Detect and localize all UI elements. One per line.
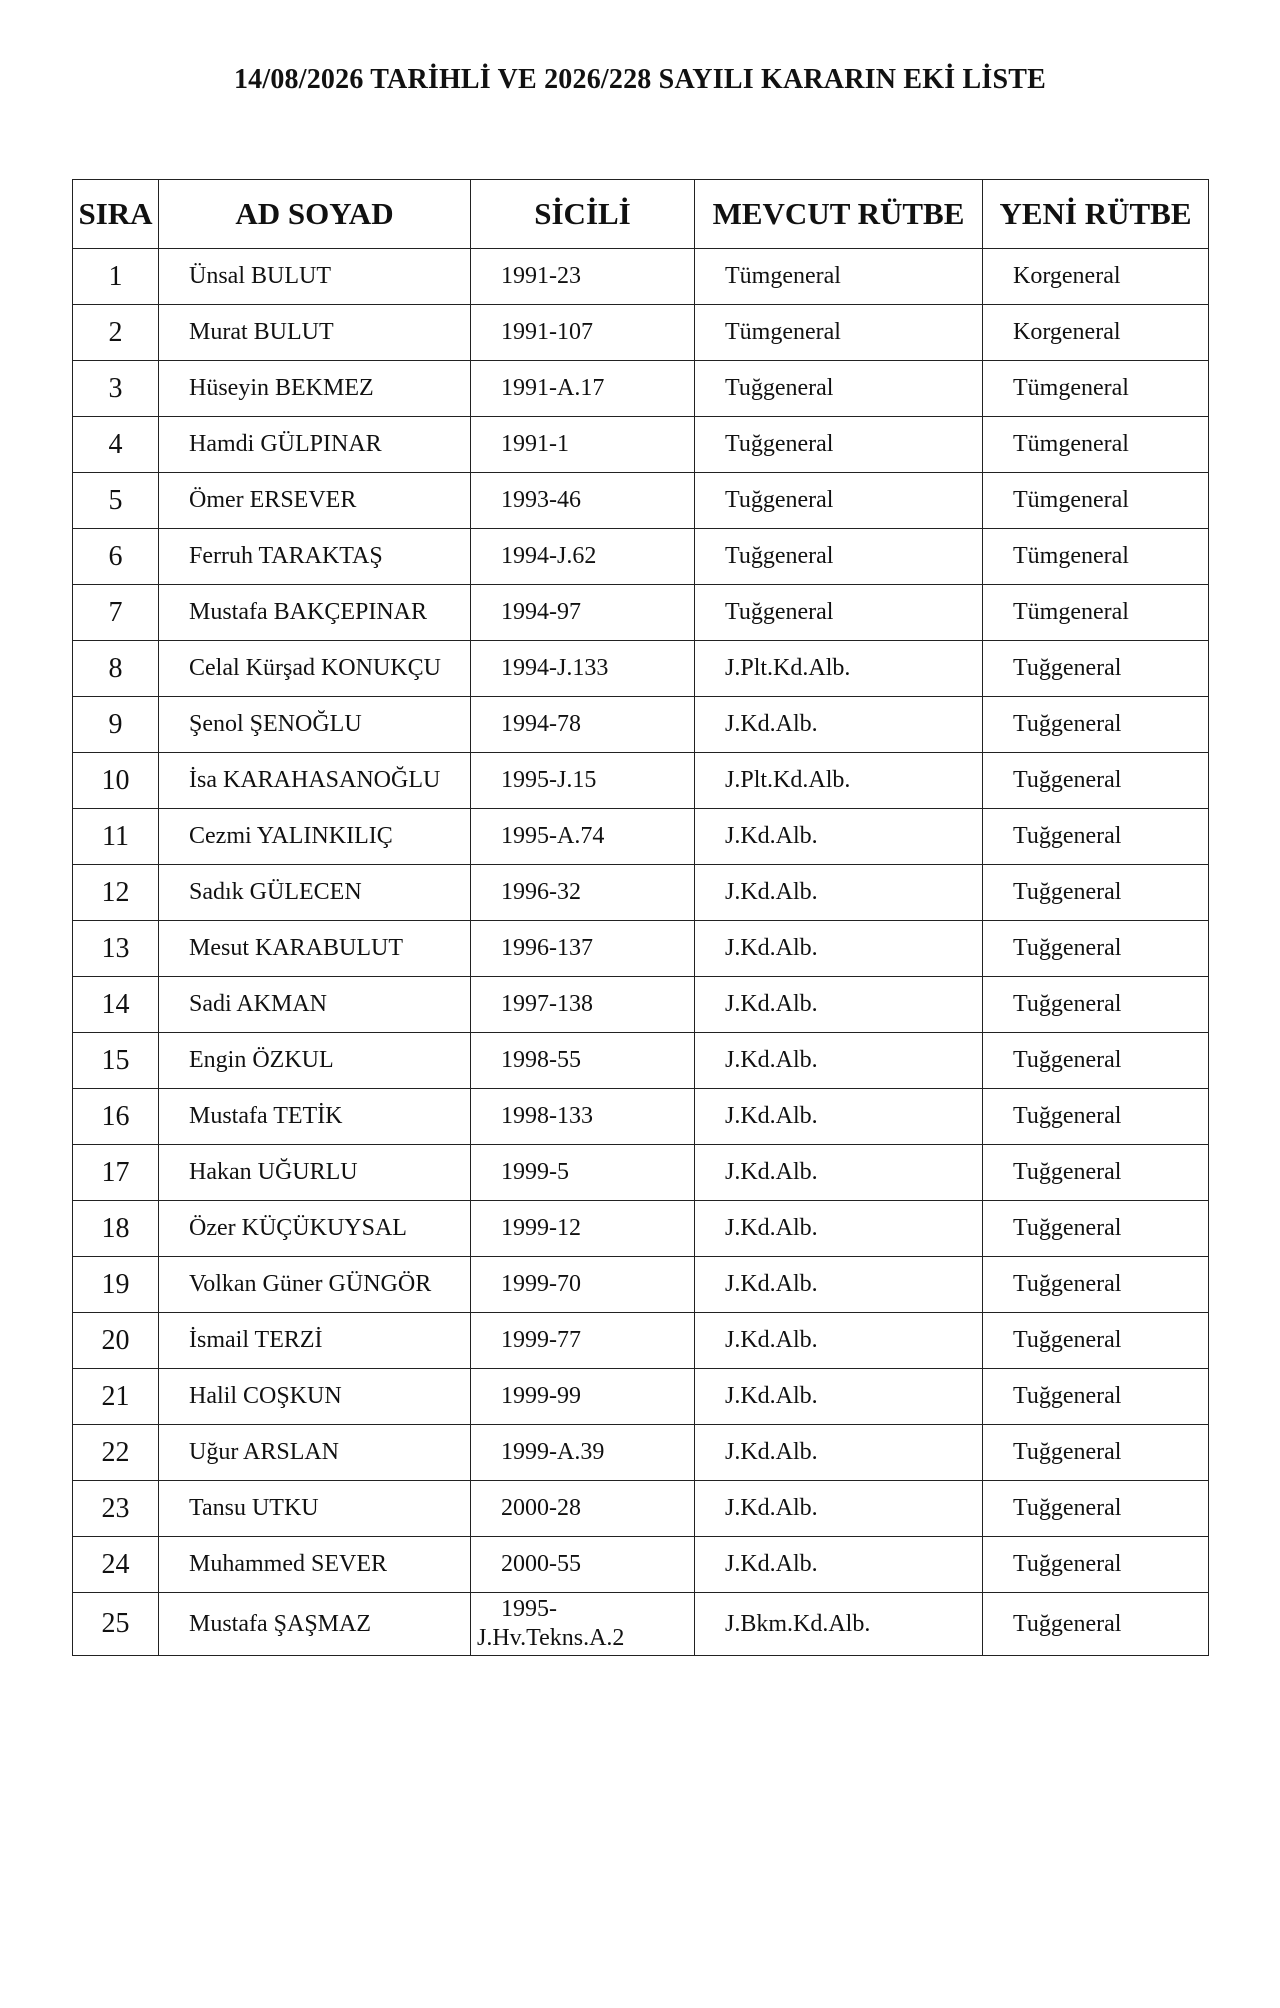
table-row bbox=[73, 417, 1209, 473]
cell-yeni-rutbe: Tuğgeneral bbox=[983, 921, 1209, 977]
cell-sicil: 1999-77 bbox=[471, 1313, 695, 1369]
cell-sicil: 1994-97 bbox=[471, 585, 695, 641]
cell-ad-soyad: Sadık GÜLECEN bbox=[159, 865, 471, 921]
cell-sicil: 1998-133 bbox=[471, 1089, 695, 1145]
table-row bbox=[73, 585, 1209, 641]
cell-yeni-rutbe: Tuğgeneral bbox=[983, 1369, 1209, 1425]
cell-sicil: 2000-55 bbox=[471, 1537, 695, 1593]
table-row bbox=[73, 1145, 1209, 1201]
cell-yeni-rutbe: Tuğgeneral bbox=[983, 1089, 1209, 1145]
sicil-line-2: J.Hv.Tekns.A.2 bbox=[477, 1625, 625, 1651]
table-row bbox=[73, 1537, 1209, 1593]
cell-ad-soyad: Hakan UĞURLU bbox=[159, 1145, 471, 1201]
cell-ad-soyad: Volkan Güner GÜNGÖR bbox=[159, 1257, 471, 1313]
cell-ad-soyad: Mesut KARABULUT bbox=[159, 921, 471, 977]
cell-yeni-rutbe: Tuğgeneral bbox=[983, 865, 1209, 921]
cell-sira: 7 bbox=[73, 585, 159, 641]
table-row bbox=[73, 921, 1209, 977]
sicil-line-1: 1995- bbox=[501, 1596, 557, 1622]
table-row bbox=[73, 1257, 1209, 1313]
cell-mevcut-rutbe: J.Kd.Alb. bbox=[695, 921, 983, 977]
cell-yeni-rutbe: Tuğgeneral bbox=[983, 1201, 1209, 1257]
cell-sicil: 1997-138 bbox=[471, 977, 695, 1033]
cell-mevcut-rutbe: J.Kd.Alb. bbox=[695, 1313, 983, 1369]
cell-ad-soyad: Muhammed SEVER bbox=[159, 1537, 471, 1593]
cell-yeni-rutbe: Tuğgeneral bbox=[983, 1257, 1209, 1313]
cell-ad-soyad: Sadi AKMAN bbox=[159, 977, 471, 1033]
cell-sira: 12 bbox=[73, 865, 159, 921]
cell-yeni-rutbe: Tuğgeneral bbox=[983, 753, 1209, 809]
cell-sicil: 1991-23 bbox=[471, 249, 695, 305]
header-yeni-rutbe: YENİ RÜTBE bbox=[983, 180, 1209, 249]
cell-yeni-rutbe: Tuğgeneral bbox=[983, 1593, 1209, 1656]
cell-sicil: 1994-J.133 bbox=[471, 641, 695, 697]
cell-yeni-rutbe: Tümgeneral bbox=[983, 473, 1209, 529]
cell-mevcut-rutbe: J.Kd.Alb. bbox=[695, 1089, 983, 1145]
cell-yeni-rutbe: Tuğgeneral bbox=[983, 1537, 1209, 1593]
cell-sira: 16 bbox=[73, 1089, 159, 1145]
cell-sicil bbox=[471, 1593, 695, 1656]
cell-yeni-rutbe: Tuğgeneral bbox=[983, 1145, 1209, 1201]
cell-ad-soyad: Halil COŞKUN bbox=[159, 1369, 471, 1425]
cell-sira: 9 bbox=[73, 697, 159, 753]
header-mevcut-rutbe: MEVCUT RÜTBE bbox=[695, 180, 983, 249]
cell-sira: 22 bbox=[73, 1425, 159, 1481]
cell-mevcut-rutbe: Tuğgeneral bbox=[695, 361, 983, 417]
table-row bbox=[73, 697, 1209, 753]
cell-ad-soyad: Engin ÖZKUL bbox=[159, 1033, 471, 1089]
cell-ad-soyad: İsa KARAHASANOĞLU bbox=[159, 753, 471, 809]
cell-yeni-rutbe: Tuğgeneral bbox=[983, 809, 1209, 865]
table-row bbox=[73, 977, 1209, 1033]
cell-sicil: 1995-A.74 bbox=[471, 809, 695, 865]
table-row bbox=[73, 305, 1209, 361]
cell-sicil: 1994-J.62 bbox=[471, 529, 695, 585]
cell-mevcut-rutbe: J.Kd.Alb. bbox=[695, 1145, 983, 1201]
cell-yeni-rutbe: Tümgeneral bbox=[983, 585, 1209, 641]
cell-mevcut-rutbe: Tuğgeneral bbox=[695, 417, 983, 473]
table-body bbox=[73, 249, 1209, 1656]
cell-sicil: 1991-1 bbox=[471, 417, 695, 473]
cell-sicil: 1999-70 bbox=[471, 1257, 695, 1313]
cell-sicil: 1999-A.39 bbox=[471, 1425, 695, 1481]
table-row bbox=[73, 361, 1209, 417]
cell-mevcut-rutbe: Tuğgeneral bbox=[695, 529, 983, 585]
table-row bbox=[73, 529, 1209, 585]
cell-ad-soyad: İsmail TERZİ bbox=[159, 1313, 471, 1369]
cell-sira: 15 bbox=[73, 1033, 159, 1089]
cell-yeni-rutbe: Tümgeneral bbox=[983, 529, 1209, 585]
cell-sicil: 2000-28 bbox=[471, 1481, 695, 1537]
table-row bbox=[73, 1425, 1209, 1481]
cell-mevcut-rutbe: J.Bkm.Kd.Alb. bbox=[695, 1593, 983, 1656]
cell-ad-soyad: Celal Kürşad KONUKÇU bbox=[159, 641, 471, 697]
cell-ad-soyad: Uğur ARSLAN bbox=[159, 1425, 471, 1481]
cell-sira: 13 bbox=[73, 921, 159, 977]
cell-ad-soyad: Mustafa BAKÇEPINAR bbox=[159, 585, 471, 641]
cell-sicil: 1991-A.17 bbox=[471, 361, 695, 417]
cell-ad-soyad: Özer KÜÇÜKUYSAL bbox=[159, 1201, 471, 1257]
table-row bbox=[73, 1089, 1209, 1145]
cell-mevcut-rutbe: Tümgeneral bbox=[695, 249, 983, 305]
cell-sira: 24 bbox=[73, 1537, 159, 1593]
cell-mevcut-rutbe: J.Kd.Alb. bbox=[695, 809, 983, 865]
cell-sicil: 1991-107 bbox=[471, 305, 695, 361]
cell-sira: 8 bbox=[73, 641, 159, 697]
header-ad-soyad: AD SOYAD bbox=[159, 180, 471, 249]
cell-sira: 10 bbox=[73, 753, 159, 809]
cell-sira: 6 bbox=[73, 529, 159, 585]
page-title: 14/08/2026 TARİHLİ VE 2026/228 SAYILI KARARIN EKİ LİSTE bbox=[233, 64, 1047, 95]
table-row bbox=[73, 809, 1209, 865]
cell-ad-soyad: Tansu UTKU bbox=[159, 1481, 471, 1537]
table-row bbox=[73, 1313, 1209, 1369]
cell-sira: 5 bbox=[73, 473, 159, 529]
cell-mevcut-rutbe: Tümgeneral bbox=[695, 305, 983, 361]
cell-mevcut-rutbe: J.Kd.Alb. bbox=[695, 1033, 983, 1089]
table-row bbox=[73, 1201, 1209, 1257]
cell-sira: 4 bbox=[73, 417, 159, 473]
cell-sicil: 1996-32 bbox=[471, 865, 695, 921]
header-sira: SIRA bbox=[73, 180, 159, 249]
cell-ad-soyad: Hüseyin BEKMEZ bbox=[159, 361, 471, 417]
header-sicili: SİCİLİ bbox=[471, 180, 695, 249]
cell-sicil: 1995-J.15 bbox=[471, 753, 695, 809]
cell-sira: 25 bbox=[73, 1593, 159, 1656]
cell-sira: 14 bbox=[73, 977, 159, 1033]
table-row bbox=[73, 1593, 1209, 1656]
table-row bbox=[73, 1481, 1209, 1537]
cell-yeni-rutbe: Tuğgeneral bbox=[983, 977, 1209, 1033]
cell-sira: 11 bbox=[73, 809, 159, 865]
cell-yeni-rutbe: Tuğgeneral bbox=[983, 1425, 1209, 1481]
table-header-row bbox=[73, 180, 1209, 249]
cell-yeni-rutbe: Tuğgeneral bbox=[983, 1313, 1209, 1369]
cell-yeni-rutbe: Tuğgeneral bbox=[983, 697, 1209, 753]
cell-ad-soyad: Murat BULUT bbox=[159, 305, 471, 361]
cell-sicil: 1999-5 bbox=[471, 1145, 695, 1201]
cell-mevcut-rutbe: J.Plt.Kd.Alb. bbox=[695, 641, 983, 697]
cell-ad-soyad: Ferruh TARAKTAŞ bbox=[159, 529, 471, 585]
cell-sicil: 1999-99 bbox=[471, 1369, 695, 1425]
cell-mevcut-rutbe: Tuğgeneral bbox=[695, 473, 983, 529]
sicil-two-line bbox=[471, 1595, 694, 1653]
cell-sira: 17 bbox=[73, 1145, 159, 1201]
cell-sicil: 1999-12 bbox=[471, 1201, 695, 1257]
cell-ad-soyad: Şenol ŞENOĞLU bbox=[159, 697, 471, 753]
table-row bbox=[73, 865, 1209, 921]
table-row bbox=[73, 473, 1209, 529]
table-row bbox=[73, 249, 1209, 305]
cell-ad-soyad: Mustafa ŞAŞMAZ bbox=[159, 1593, 471, 1656]
table-row bbox=[73, 1369, 1209, 1425]
table-row bbox=[73, 1033, 1209, 1089]
cell-sira: 2 bbox=[73, 305, 159, 361]
cell-ad-soyad: Hamdi GÜLPINAR bbox=[159, 417, 471, 473]
cell-sira: 21 bbox=[73, 1369, 159, 1425]
cell-mevcut-rutbe: J.Kd.Alb. bbox=[695, 1481, 983, 1537]
cell-mevcut-rutbe: J.Plt.Kd.Alb. bbox=[695, 753, 983, 809]
cell-mevcut-rutbe: J.Kd.Alb. bbox=[695, 697, 983, 753]
cell-mevcut-rutbe: J.Kd.Alb. bbox=[695, 1537, 983, 1593]
cell-sira: 20 bbox=[73, 1313, 159, 1369]
cell-sira: 19 bbox=[73, 1257, 159, 1313]
cell-mevcut-rutbe: Tuğgeneral bbox=[695, 585, 983, 641]
cell-yeni-rutbe: Tuğgeneral bbox=[983, 641, 1209, 697]
table-row bbox=[73, 641, 1209, 697]
cell-yeni-rutbe: Korgeneral bbox=[983, 249, 1209, 305]
cell-mevcut-rutbe: J.Kd.Alb. bbox=[695, 1369, 983, 1425]
cell-sicil: 1993-46 bbox=[471, 473, 695, 529]
cell-sira: 1 bbox=[73, 249, 159, 305]
cell-ad-soyad: Cezmi YALINKILIÇ bbox=[159, 809, 471, 865]
cell-mevcut-rutbe: J.Kd.Alb. bbox=[695, 1201, 983, 1257]
cell-yeni-rutbe: Korgeneral bbox=[983, 305, 1209, 361]
cell-ad-soyad: Mustafa TETİK bbox=[159, 1089, 471, 1145]
cell-sicil: 1998-55 bbox=[471, 1033, 695, 1089]
cell-mevcut-rutbe: J.Kd.Alb. bbox=[695, 865, 983, 921]
cell-sicil: 1994-78 bbox=[471, 697, 695, 753]
cell-sira: 3 bbox=[73, 361, 159, 417]
cell-yeni-rutbe: Tuğgeneral bbox=[983, 1033, 1209, 1089]
cell-sira: 18 bbox=[73, 1201, 159, 1257]
cell-yeni-rutbe: Tümgeneral bbox=[983, 417, 1209, 473]
table-row bbox=[73, 753, 1209, 809]
cell-ad-soyad: Ünsal BULUT bbox=[159, 249, 471, 305]
cell-ad-soyad: Ömer ERSEVER bbox=[159, 473, 471, 529]
cell-yeni-rutbe: Tuğgeneral bbox=[983, 1481, 1209, 1537]
promotion-list-table bbox=[72, 179, 1209, 1656]
cell-mevcut-rutbe: J.Kd.Alb. bbox=[695, 977, 983, 1033]
cell-yeni-rutbe: Tümgeneral bbox=[983, 361, 1209, 417]
cell-sira: 23 bbox=[73, 1481, 159, 1537]
cell-mevcut-rutbe: J.Kd.Alb. bbox=[695, 1257, 983, 1313]
cell-sicil: 1996-137 bbox=[471, 921, 695, 977]
cell-mevcut-rutbe: J.Kd.Alb. bbox=[695, 1425, 983, 1481]
